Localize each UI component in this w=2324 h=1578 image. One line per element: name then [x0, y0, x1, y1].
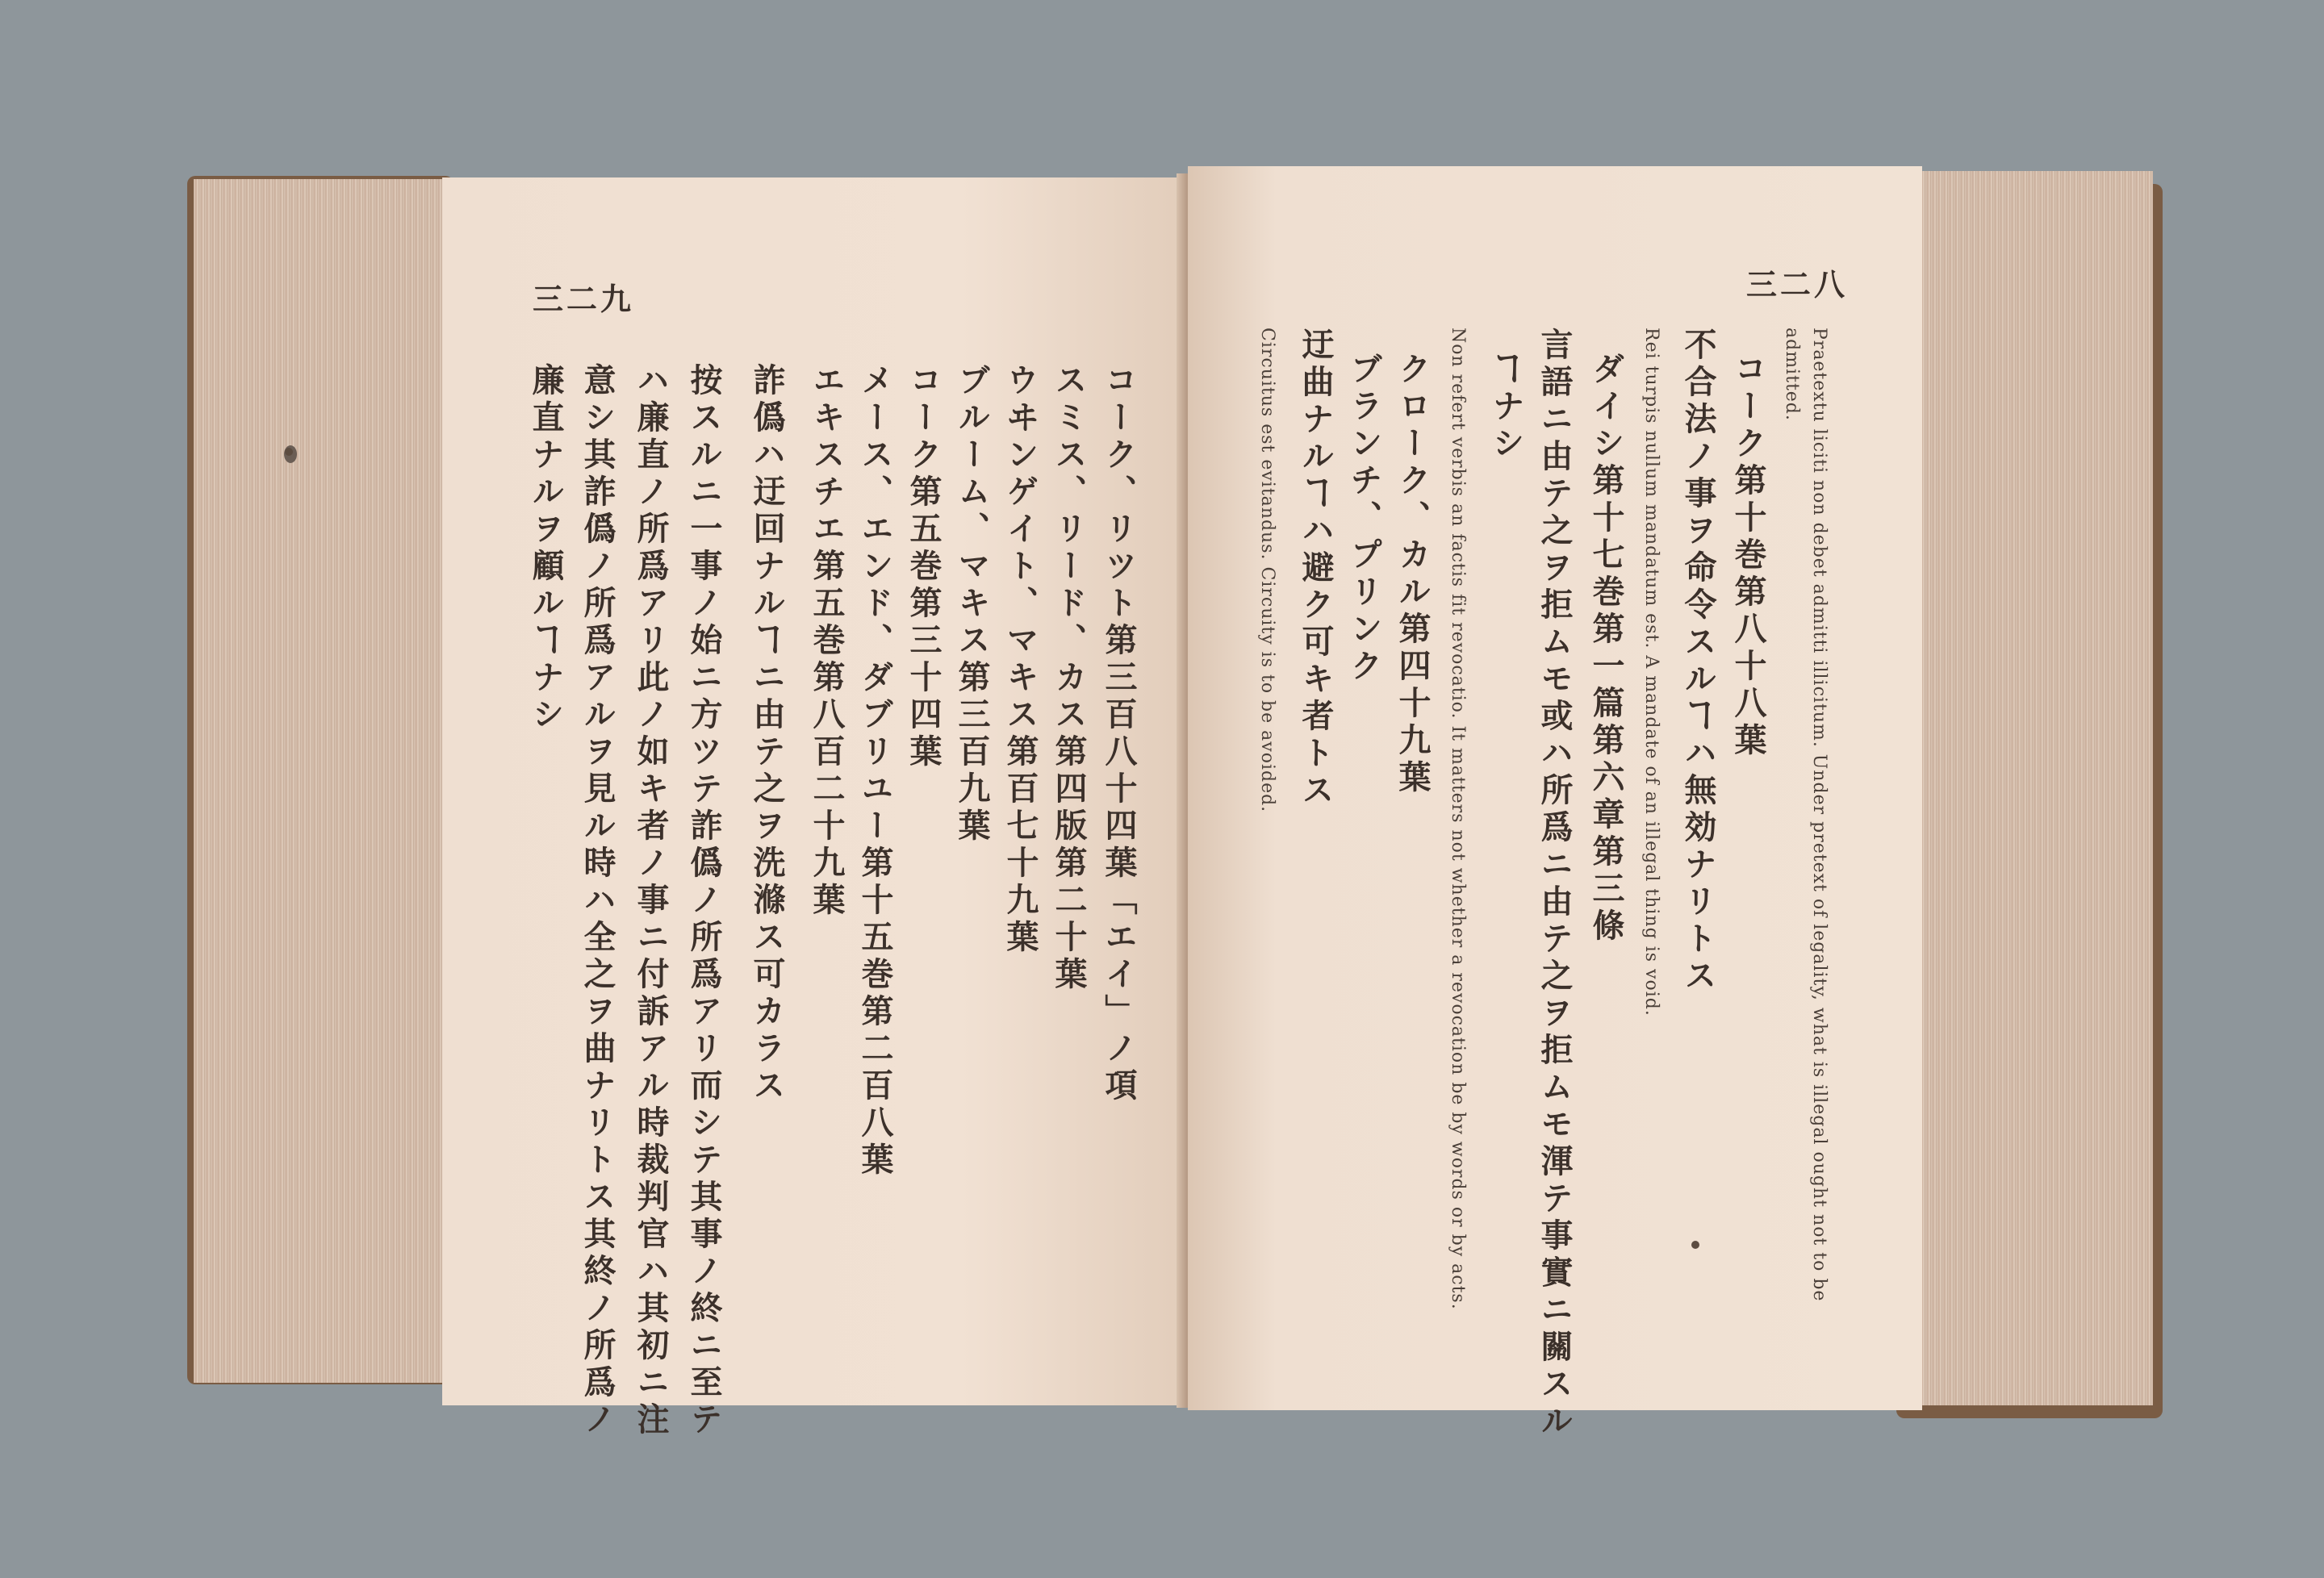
- page-mark: [285, 448, 293, 456]
- right-column-10: クローク、カル第四十九葉: [1394, 352, 1432, 797]
- right-column-8: ヿナシ: [1487, 352, 1525, 463]
- right-column-7: 言語ニ由テ之ヲ拒ムモ或ハ所爲ニ由テ之ヲ拒ムモ渾テ事實ニ關スル: [1536, 328, 1574, 1441]
- left-column-6: メース、エンド、ダブリユー第十五巻第二百八葉: [856, 363, 894, 1179]
- right-column-2: admitted.: [1782, 328, 1802, 421]
- page-speck: [1691, 1241, 1699, 1249]
- left-column-9: 按スルニ一事ノ始ニ方ツテ詐僞ノ所爲アリ而シテ其事ノ終ニ至テ: [685, 363, 723, 1439]
- right-column-11: ブランチ、プリンク: [1345, 352, 1383, 686]
- left-column-11: 意シ其詐僞ノ所爲アルヲ見ル時ハ全之ヲ曲ナリトス其終ノ所爲ノ: [579, 363, 617, 1439]
- left-column-1: コーク、リツト第三百八十四葉「エイ」ノ項: [1100, 363, 1138, 1105]
- left-column-7: エキスチエ第五巻第八百二十九葉: [808, 363, 846, 920]
- right-column-1: Praetextu liciti non debet admitti illicitum. Under pretext of legality, what is illegal ought not to be: [1809, 328, 1829, 1302]
- right-column-6: ダイシ第十七巻第一篇第六章第三條: [1587, 352, 1625, 946]
- left-column-3: ウヰンゲイト、マキス第百七十九葉: [1001, 363, 1039, 957]
- right-column-13: Circuitus est evitandus. Circuity is to be avoided.: [1257, 328, 1277, 813]
- left-column-5: コーク第五巻第三十四葉: [905, 363, 943, 771]
- right-column-5: Rei turpis nullum mandatum est. A mandate of an illegal thing is void.: [1641, 328, 1661, 1017]
- left-column-4: ブルーム、マキス第三百九葉: [953, 363, 991, 845]
- right-column-4: 不合法ノ事ヲ命令スルヿハ無効ナリトス: [1679, 328, 1717, 996]
- right-page: [1188, 166, 1922, 1441]
- right-column-9: Non refert verbis an factis fit revocatio. It matters not whether a revocation be by words or by acts.: [1448, 328, 1468, 1310]
- right-column-3: コーク第十巻第八十八葉: [1729, 352, 1767, 760]
- left-column-2: スミス、リード、カス第四版第二十葉: [1050, 363, 1088, 994]
- right-page-number: 三二八: [1746, 266, 1849, 303]
- left-column-10: ハ廉直ノ所爲アリ此ノ如キ者ノ事ニ付訴アル時裁判官ハ其初ニ注: [632, 363, 670, 1439]
- left-column-8: 詐僞ハ迂回ナルヿニ由テ之ヲ洗滌ス可カラス: [748, 363, 786, 1105]
- left-page: [442, 177, 1185, 1439]
- left-column-12: 廉直ナルヲ顧ルヿナシ: [527, 363, 565, 734]
- page-edges-left: [194, 179, 445, 1383]
- left-page-number: 三二九: [533, 281, 635, 317]
- page-edges-right: [1914, 171, 2153, 1405]
- right-column-12: 迂曲ナルヿハ避ク可キ者トス: [1297, 328, 1335, 810]
